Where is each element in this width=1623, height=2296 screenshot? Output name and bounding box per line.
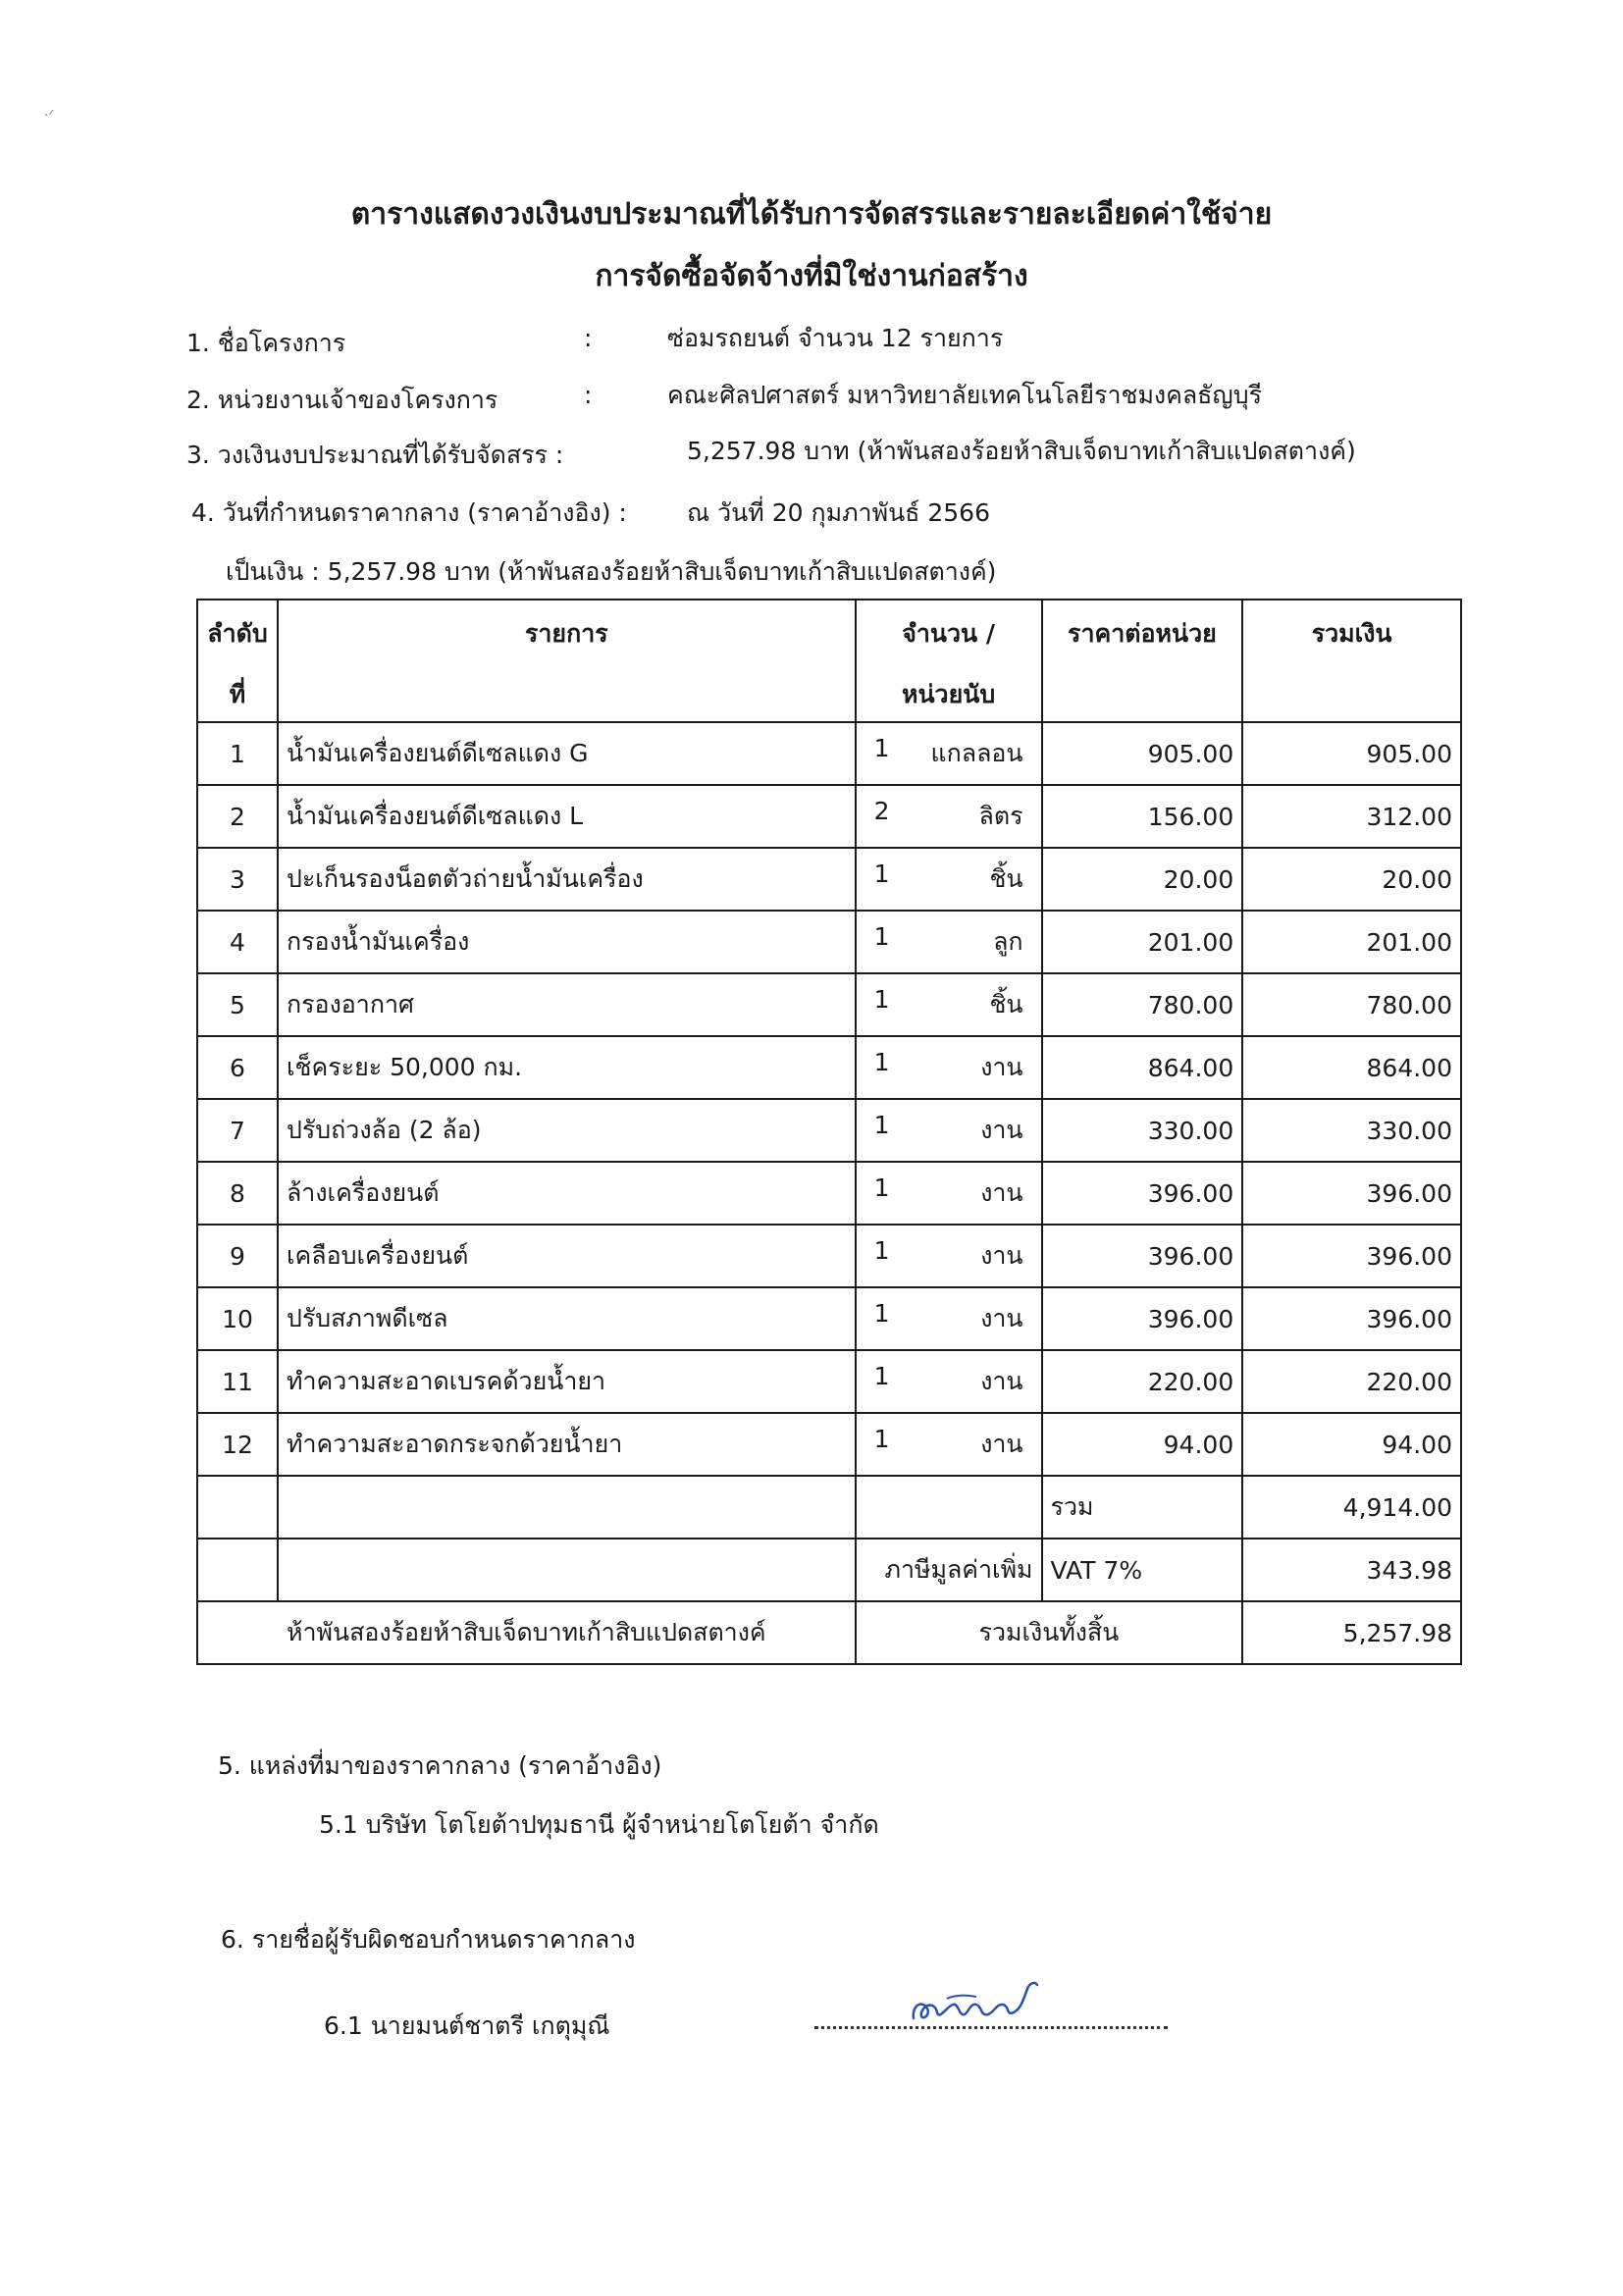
row-unit-price: 396.00 — [1042, 1225, 1243, 1287]
reference-date-value: ณ วันที่ 20 กุมภาพันธ์ 2566 — [687, 498, 990, 527]
row-no: 4 — [197, 911, 278, 973]
responsible-person: 6.1 นายมนต์ชาตรี เกตุมุณี — [324, 2011, 610, 2040]
grand-total-label: รวมเงินทั้งสิ้น — [856, 1601, 1243, 1664]
row-item: ทำความสะอาดกระจกด้วยน้ำยา — [278, 1413, 856, 1476]
row-item: ทำความสะอาดเบรคด้วยน้ำยา — [278, 1350, 856, 1413]
row-no: 7 — [197, 1099, 278, 1162]
table-row — [197, 1162, 1461, 1225]
row-no: 1 — [197, 722, 278, 785]
row-item: กรองอากาศ — [278, 973, 856, 1036]
subtotal-label: รวม — [1042, 1476, 1243, 1539]
row-total: 94.00 — [1242, 1413, 1461, 1476]
subtotal-value: 4,914.00 — [1242, 1476, 1461, 1539]
table-row — [197, 785, 1461, 848]
row-total: 312.00 — [1242, 785, 1461, 848]
grand-total-words: ห้าพันสองร้อยห้าสิบเจ็ดบาทเก้าสิบแปดสตางค์ — [197, 1601, 856, 1664]
row-item: ปะเก็นรองน็อตตัวถ่ายน้ำมันเครื่อง — [278, 848, 856, 911]
agency-label: 2. หน่วยงานเจ้าของโครงการ — [186, 386, 498, 414]
scan-mark: ·ᐟ — [44, 108, 55, 124]
row-total: 396.00 — [1242, 1225, 1461, 1287]
row-no: 6 — [197, 1036, 278, 1099]
row-qty: 1 งาน — [856, 1287, 1042, 1350]
row-unit-price: 94.00 — [1042, 1413, 1243, 1476]
row-qty: 1 งาน — [856, 1225, 1042, 1287]
table-row — [197, 973, 1461, 1036]
row-total: 396.00 — [1242, 1162, 1461, 1225]
project-name-label: 1. ชื่อโครงการ — [186, 329, 346, 357]
vat-rate: VAT 7% — [1042, 1539, 1243, 1601]
row-qty: 1 งาน — [856, 1099, 1042, 1162]
table-row — [197, 911, 1461, 973]
row-qty: 2 ลิตร — [856, 785, 1042, 848]
row-total: 201.00 — [1242, 911, 1461, 973]
row-qty: 1 ชิ้น — [856, 973, 1042, 1036]
project-name-sep: : — [584, 324, 593, 352]
vat-value: 343.98 — [1242, 1539, 1461, 1601]
row-unit-price: 201.00 — [1042, 911, 1243, 973]
row-item: กรองน้ำมันเครื่อง — [278, 911, 856, 973]
grand-total-value: 5,257.98 — [1242, 1601, 1461, 1664]
row-no: 9 — [197, 1225, 278, 1287]
sources-item: 5.1 บริษัท โตโยต้าปทุมธานี ผู้จำหน่ายโตโยต้า จำกัด — [319, 1810, 879, 1839]
budget-label: 3. วงเงินงบประมาณที่ได้รับจัดสรร : — [186, 441, 564, 469]
row-total: 780.00 — [1242, 973, 1461, 1036]
row-unit-price: 156.00 — [1042, 785, 1243, 848]
row-unit-price: 864.00 — [1042, 1036, 1243, 1099]
row-total: 20.00 — [1242, 848, 1461, 911]
row-item: ล้างเครื่องยนต์ — [278, 1162, 856, 1225]
page-subtitle: การจัดซื้อจัดจ้างที่มิใช่งานก่อสร้าง — [595, 259, 1028, 293]
row-no: 10 — [197, 1287, 278, 1350]
table-row — [197, 1350, 1461, 1413]
row-total: 396.00 — [1242, 1287, 1461, 1350]
row-no: 8 — [197, 1162, 278, 1225]
signature-image — [908, 1977, 1045, 2040]
row-unit-price: 330.00 — [1042, 1099, 1243, 1162]
row-total: 330.00 — [1242, 1099, 1461, 1162]
header-qty: จำนวน / หน่วยนับ — [856, 600, 1042, 722]
row-total: 905.00 — [1242, 722, 1461, 785]
vat-row — [197, 1539, 1461, 1601]
table-row — [197, 848, 1461, 911]
table-row — [197, 1413, 1461, 1476]
project-name-value: ซ่อมรถยนต์ จำนวน 12 รายการ — [667, 324, 1004, 352]
header-no: ลำดับ ที่ — [197, 600, 278, 722]
row-no: 11 — [197, 1350, 278, 1413]
row-unit-price: 396.00 — [1042, 1287, 1243, 1350]
row-unit-price: 20.00 — [1042, 848, 1243, 911]
row-no: 2 — [197, 785, 278, 848]
header-unit-price: ราคาต่อหน่วย — [1042, 600, 1243, 722]
row-qty: 1 ชิ้น — [856, 848, 1042, 911]
row-unit-price: 780.00 — [1042, 973, 1243, 1036]
row-item: น้ำมันเครื่องยนต์ดีเซลแดง L — [278, 785, 856, 848]
row-qty: 1 งาน — [856, 1162, 1042, 1225]
table-row — [197, 1036, 1461, 1099]
price-table — [196, 599, 1462, 1665]
subtotal-row — [197, 1476, 1461, 1539]
row-qty: 1 แกลลอน — [856, 722, 1042, 785]
row-item: น้ำมันเครื่องยนต์ดีเซลแดง G — [278, 722, 856, 785]
header-total: รวมเงิน — [1242, 600, 1461, 722]
row-item: ปรับถ่วงล้อ (2 ล้อ) — [278, 1099, 856, 1162]
responsible-heading: 6. รายชื่อผู้รับผิดชอบกำหนดราคากลาง — [221, 1925, 636, 1954]
grand-total-row — [197, 1601, 1461, 1664]
row-no: 5 — [197, 973, 278, 1036]
row-qty: 1 งาน — [856, 1036, 1042, 1099]
row-total: 220.00 — [1242, 1350, 1461, 1413]
amount-line: เป็นเงิน : 5,257.98 บาท (ห้าพันสองร้อยห้าสิบเจ็ดบาทเก้าสิบแปดสตางค์) — [226, 557, 997, 586]
row-unit-price: 905.00 — [1042, 722, 1243, 785]
row-total: 864.00 — [1242, 1036, 1461, 1099]
signature-line — [814, 2026, 1168, 2029]
sources-heading: 5. แหล่งที่มาของราคากลาง (ราคาอ้างอิง) — [218, 1751, 662, 1780]
agency-value: คณะศิลปศาสตร์ มหาวิทยาลัยเทคโนโลยีราชมงคลธัญบุรี — [667, 381, 1263, 409]
budget-value: 5,257.98 บาท (ห้าพันสองร้อยห้าสิบเจ็ดบาทเก้าสิบแปดสตางค์) — [687, 437, 1356, 465]
row-no: 12 — [197, 1413, 278, 1476]
agency-sep: : — [584, 381, 593, 409]
table-row — [197, 1225, 1461, 1287]
row-unit-price: 220.00 — [1042, 1350, 1243, 1413]
row-item: เช็คระยะ 50,000 กม. — [278, 1036, 856, 1099]
table-header-row — [197, 600, 1461, 722]
reference-date-label: 4. วันที่กำหนดราคากลาง (ราคาอ้างอิง) : — [191, 498, 627, 527]
row-qty: 1 งาน — [856, 1350, 1042, 1413]
table-row — [197, 1287, 1461, 1350]
page-title: ตารางแสดงวงเงินงบประมาณที่ได้รับการจัดสรรและรายละเอียดค่าใช้จ่าย — [350, 197, 1273, 232]
header-item: รายการ — [278, 600, 856, 722]
row-item: ปรับสภาพดีเซล — [278, 1287, 856, 1350]
row-item: เคลือบเครื่องยนต์ — [278, 1225, 856, 1287]
table-row — [197, 722, 1461, 785]
row-unit-price: 396.00 — [1042, 1162, 1243, 1225]
row-qty: 1 งาน — [856, 1413, 1042, 1476]
table-row — [197, 1099, 1461, 1162]
row-qty: 1 ลูก — [856, 911, 1042, 973]
row-no: 3 — [197, 848, 278, 911]
vat-label: ภาษีมูลค่าเพิ่ม — [856, 1539, 1042, 1601]
